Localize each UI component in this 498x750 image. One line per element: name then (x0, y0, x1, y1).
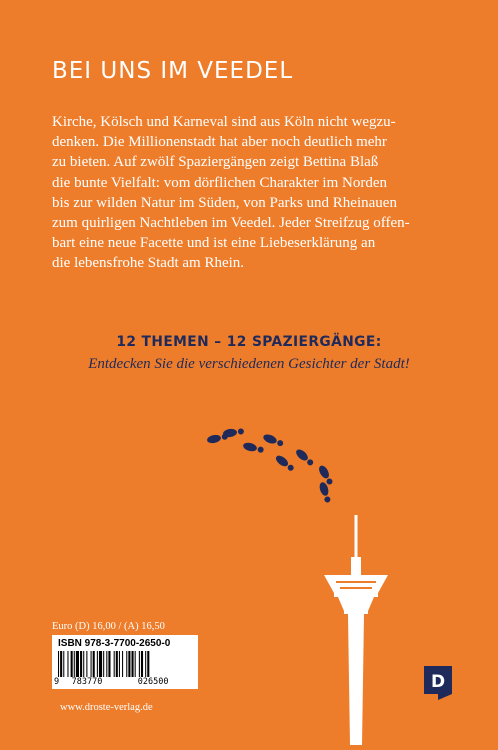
blurb-line: zum quirligen Nachtleben im Veedel. Jeder Streifzug offen- (52, 215, 410, 232)
blurb-line: bart eine neue Facette und ist eine Liebeserklärung an (52, 235, 376, 252)
barcode-digit-group: 783770 (71, 677, 103, 687)
page-title: BEI UNS IM VEEDEL (52, 58, 294, 84)
isbn-label: ISBN 978-3-7700-2650-0 (58, 638, 171, 649)
barcode-digit-group: 9 (54, 677, 60, 687)
blurb-line: die lebensfrohe Stadt am Rhein. (52, 255, 245, 272)
barcode-digits (54, 677, 196, 687)
tv-tower-icon (316, 515, 396, 745)
blurb-line: zu bieten. Auf zwölf Spaziergängen zeigt Bettina Blaß (52, 154, 379, 171)
blurb-line: bis zur wilden Natur im Süden, von Parks und Rheinauen (52, 194, 397, 211)
price-label: Euro (D) 16,00 / (A) 16,50 (52, 621, 165, 632)
publisher-logo-icon (424, 666, 452, 700)
footprints-icon (200, 425, 360, 525)
barcode-digit-group: 026500 (137, 677, 169, 687)
barcode-bars (58, 651, 192, 677)
logo-letter: D (430, 672, 446, 692)
blurb-text (52, 112, 452, 274)
themes-subline: Entdecken Sie die verschiedenen Gesichter der Stadt! (88, 356, 410, 372)
blurb-line: denken. Die Millionenstadt hat aber noch deutlich mehr (52, 134, 387, 151)
blurb-line: Kirche, Kölsch und Karneval sind aus Köln nicht wegzu- (52, 114, 396, 130)
blurb-line: die bunte Vielfalt: vom dörflichen Charakter im Norden (52, 174, 387, 191)
publisher-website: www.droste-verlag.de (60, 702, 153, 713)
barcode (52, 635, 198, 689)
themes-heading: 12 THEMEN – 12 SPAZIERGÄNGE: (116, 334, 382, 350)
